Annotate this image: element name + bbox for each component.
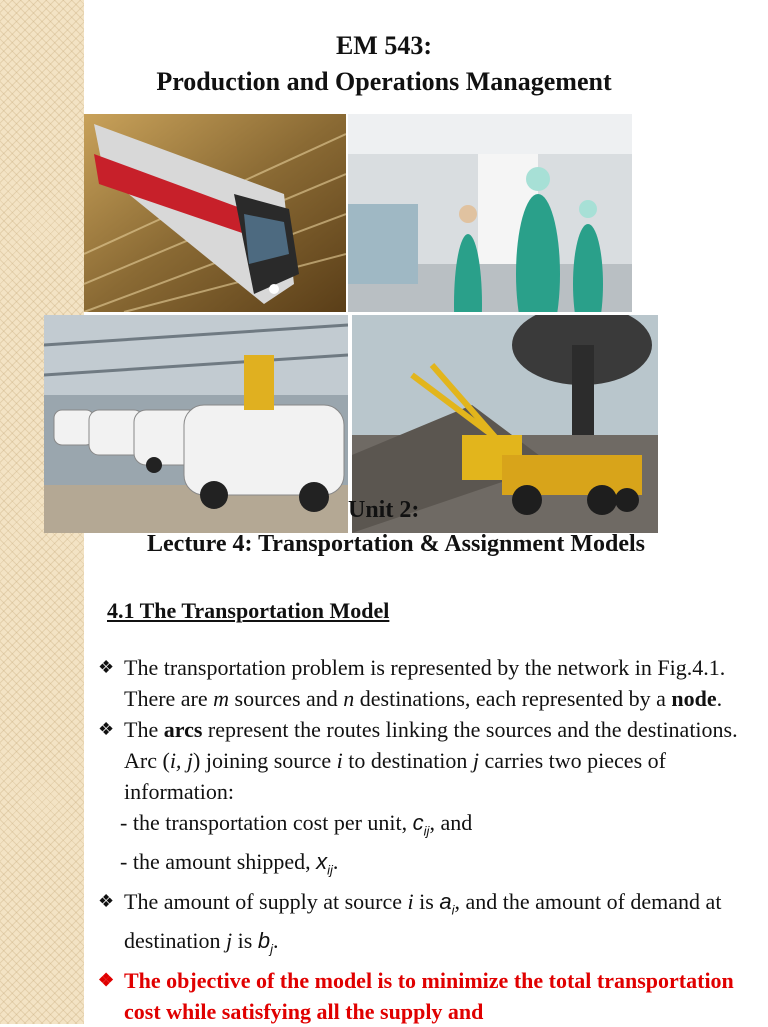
bullet-objective: ❖ The objective of the model is to minimize the total transportation cost while satisfying all the supply and: [98, 965, 738, 1027]
car-factory-photo: [44, 315, 348, 533]
bullet-network: ❖ The transportation problem is represented by the network in Fig.4.1. There are m sources and n destinations, each represented by a node.: [98, 652, 738, 714]
bullet-list: [98, 652, 738, 1027]
section-heading: 4.1 The Transportation Model: [107, 598, 390, 623]
unit-label: Unit 2:: [348, 497, 420, 523]
diamond-bullet-icon: ❖: [98, 719, 115, 739]
diamond-bullet-icon: ❖: [98, 969, 115, 990]
course-code: EM 543:: [335, 31, 433, 60]
hospital-photo: [348, 114, 632, 312]
lecture-title: Lecture 4: Transportation & Assignment Models: [147, 531, 645, 557]
bullet-supply-demand: ❖ The amount of supply at source i is $a_i$, and the amount of demand at destination j is $b_j$.: [98, 886, 738, 965]
diamond-bullet-icon: ❖: [98, 657, 115, 677]
diamond-bullet-icon: ❖: [98, 890, 115, 911]
sub-item-cost: - the transportation cost per unit, $c_{ij}$, and: [120, 810, 473, 839]
course-title: Production and Operations Management: [156, 67, 612, 96]
sub-item-amount: - the amount shipped, $x_{ij}$.: [120, 849, 339, 878]
bullet-arcs: ❖ The arcs represent the routes linking the sources and the destinations. Arc (i, j) joining source i to destination j carries two pieces of information:: [98, 714, 738, 807]
train-photo: [84, 114, 346, 312]
